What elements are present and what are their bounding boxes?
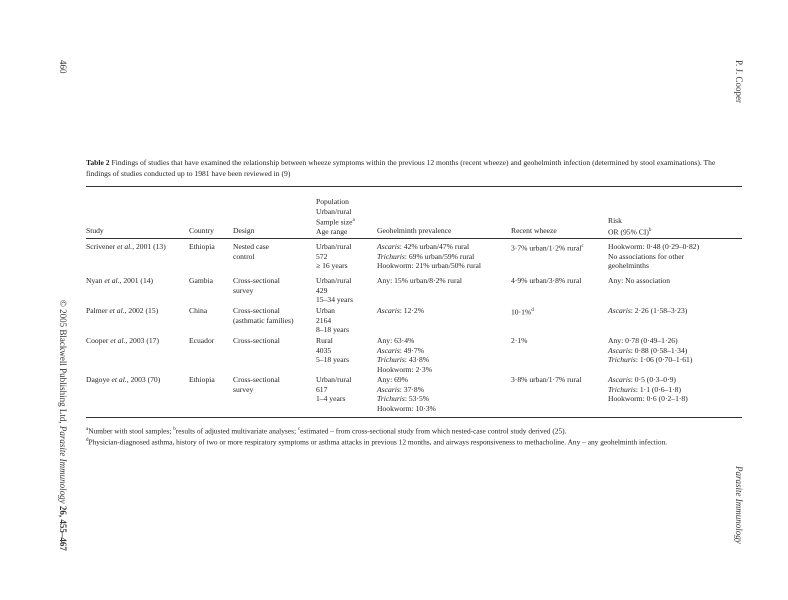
cell-line: Any: 63·4% bbox=[377, 336, 415, 345]
cell-prevalence bbox=[377, 276, 462, 286]
cell-design bbox=[233, 276, 280, 295]
header-population-line: Age range bbox=[316, 227, 348, 237]
cell-line: control bbox=[233, 251, 255, 261]
cell-line: 429 bbox=[316, 285, 328, 295]
cell-line: 15–34 years bbox=[316, 295, 353, 305]
cell-country: Ecuador bbox=[189, 336, 215, 345]
table-footnotes bbox=[86, 425, 742, 448]
cell-population bbox=[316, 242, 351, 271]
cell-line: Trichuris: 1·06 (0·70–1·61) bbox=[608, 355, 693, 365]
cell-line: Nested case bbox=[233, 242, 270, 251]
cell-design bbox=[233, 306, 294, 325]
cell-risk bbox=[608, 276, 670, 286]
page-number: 460 bbox=[58, 60, 68, 74]
cell-line: Any: No association bbox=[608, 276, 671, 285]
journal-name-right: Parasite Immunology bbox=[734, 466, 744, 544]
cell-population bbox=[316, 336, 349, 365]
cell-line: geohelminths bbox=[608, 261, 649, 271]
cell-study: Nyan et al., 2001 (14) bbox=[86, 276, 154, 285]
cell-line: Ascaris: 0·5 (0·3–0·9) bbox=[608, 375, 676, 384]
header-rule bbox=[86, 238, 742, 239]
cell-line: Trichuris: 43·8% bbox=[377, 355, 430, 365]
cell-line: survey bbox=[233, 384, 254, 394]
cell-line: Urban/rural bbox=[316, 242, 352, 251]
cell-study: Dagoye et al., 2003 (70) bbox=[86, 375, 161, 384]
cell-line: 8–18 years bbox=[316, 325, 350, 335]
cell-risk bbox=[608, 306, 687, 316]
cell-line: Cross-sectional bbox=[233, 276, 280, 285]
cell-line: 2164 bbox=[316, 315, 332, 325]
footnote-line: $^d$Physician-diagnosed asthma, history of two or more respiratory symptoms or asthma attacks in previous 12 months, and airways responsiveness to methacholine. Any – any geohelminth infection. bbox=[86, 437, 668, 447]
cell-line: (asthmatic families) bbox=[233, 315, 294, 325]
cell-country: Gambia bbox=[189, 276, 214, 285]
header-population-line: Population bbox=[316, 197, 349, 206]
copyright-line bbox=[58, 300, 68, 551]
cell-design bbox=[233, 242, 269, 261]
cell-line: Hookworm: 21% urban/50% rural bbox=[377, 261, 481, 271]
table-caption bbox=[86, 157, 742, 179]
cell-wheeze: 3·8% urban/1·7% rural bbox=[511, 375, 582, 384]
cell-line: Any: 15% urban/8·2% rural bbox=[377, 276, 462, 285]
header-prevalence: Geohelminth prevalence bbox=[377, 226, 452, 235]
cell-line: ≥ 16 years bbox=[316, 261, 348, 271]
cell-line: Trichuris: 1·1 (0·6–1·8) bbox=[608, 384, 681, 394]
cell-population bbox=[316, 375, 351, 404]
cell-line: Ascaris: 12·2% bbox=[377, 306, 425, 315]
bottom-rule bbox=[86, 417, 742, 418]
header-wheeze: Recent wheeze bbox=[511, 226, 557, 235]
cell-line: survey bbox=[233, 285, 254, 295]
cell-line: Hookworm: 10·3% bbox=[377, 403, 436, 413]
cell-line: Trichuris: 69% urban/59% rural bbox=[377, 251, 475, 261]
header-population bbox=[316, 197, 355, 237]
header-country: Country bbox=[189, 226, 214, 235]
cell-line: Hookworm: 2·3% bbox=[377, 364, 433, 374]
cell-line: Cross-sectional bbox=[233, 375, 280, 384]
header-risk-line: OR (95% CI)$^b$ bbox=[608, 227, 652, 237]
cell-country: China bbox=[189, 306, 208, 315]
cell-wheeze: 4·9% urban/3·8% rural bbox=[511, 276, 582, 285]
cell-country: Ethiopia bbox=[189, 375, 215, 384]
cell-line: Cross-sectional bbox=[233, 336, 280, 345]
top-rule bbox=[86, 186, 742, 187]
cell-risk bbox=[608, 375, 688, 404]
cell-design bbox=[233, 375, 280, 394]
caption-text: Findings of studies that have examined the relationship between wheeze symptoms within the previous 12 months (recent wheeze) and geohelminth infection (determined by stool examinations). The findings of studies conducted up to 1981 have been reviewed in (9) bbox=[86, 158, 716, 178]
cell-line: Rural bbox=[316, 336, 333, 345]
cell-line: Any: 69% bbox=[377, 375, 409, 384]
cell-design bbox=[233, 336, 280, 346]
cell-study: Scrivener et al., 2001 (13) bbox=[86, 242, 166, 251]
cell-prevalence bbox=[377, 336, 432, 374]
cell-risk bbox=[608, 336, 692, 365]
running-head: P. J. Cooper bbox=[734, 60, 744, 104]
header-study: Study bbox=[86, 226, 104, 235]
table-label: Table 2 bbox=[86, 158, 110, 167]
cell-country: Ethiopia bbox=[189, 242, 215, 251]
cell-line: Hookworm: 0·48 (0·29–0·82) bbox=[608, 242, 700, 251]
cell-line: Ascaris: 37·8% bbox=[377, 384, 425, 394]
cell-line: Urban/rural bbox=[316, 375, 352, 384]
cell-line: Any: 0·78 (0·49–1·26) bbox=[608, 336, 678, 345]
cell-study: Cooper et al., 2003 (17) bbox=[86, 336, 159, 345]
cell-line: 1–4 years bbox=[316, 394, 346, 404]
cell-line: Ascaris: 49·7% bbox=[377, 345, 425, 355]
cell-line: 572 bbox=[316, 251, 328, 261]
cell-line: Urban bbox=[316, 306, 335, 315]
cell-line: 5–18 years bbox=[316, 355, 350, 365]
cell-line: Ascaris: 2·26 (1·58–3·23) bbox=[608, 306, 688, 315]
header-risk-line: Risk bbox=[608, 216, 622, 225]
header-population-line: Urban/rural bbox=[316, 206, 352, 216]
cell-wheeze: 2·1% bbox=[511, 336, 528, 345]
footnote-line: $^a$Number with stool samples; $^b$results of adjusted multivariate analyses; $^c$estimated – from cross-sectional study from which nested-case control study derived (25). bbox=[86, 426, 567, 436]
cell-risk bbox=[608, 242, 699, 271]
cell-line: Cross-sectional bbox=[233, 306, 280, 315]
cell-line: Urban/rural bbox=[316, 276, 352, 285]
cell-prevalence bbox=[377, 306, 424, 316]
cell-line: 617 bbox=[316, 384, 328, 394]
copyright-prefix: © 2005 Blackwell Publishing Ltd, bbox=[58, 300, 68, 424]
cell-study: Palmer et al., 2002 (15) bbox=[86, 306, 159, 315]
header-population-line: Sample size$^a$ bbox=[316, 217, 355, 227]
cell-line: Hookworm: 0·6 (0·2–1·8) bbox=[608, 394, 688, 404]
cell-line: Trichuris: 53·5% bbox=[377, 394, 430, 404]
cell-line: 4035 bbox=[316, 345, 332, 355]
cell-line: Ascaris: 42% urban/47% rural bbox=[377, 242, 470, 251]
cell-prevalence bbox=[377, 375, 436, 413]
cell-population bbox=[316, 306, 349, 335]
copyright-volume: 26, 455–467 bbox=[58, 505, 68, 551]
header-design: Design bbox=[233, 226, 255, 235]
cell-line: No associations for other bbox=[608, 251, 685, 261]
cell-wheeze: 10·1%$^d$ bbox=[511, 307, 534, 317]
header-risk bbox=[608, 216, 651, 237]
cell-prevalence bbox=[377, 242, 481, 271]
cell-line: Ascaris: 0·88 (0·58–1·34) bbox=[608, 345, 688, 355]
cell-wheeze: 3·7% urban/1·2% rural$^c$ bbox=[511, 243, 584, 253]
copyright-journal: Parasite Immunology bbox=[58, 425, 68, 504]
cell-population bbox=[316, 276, 353, 305]
